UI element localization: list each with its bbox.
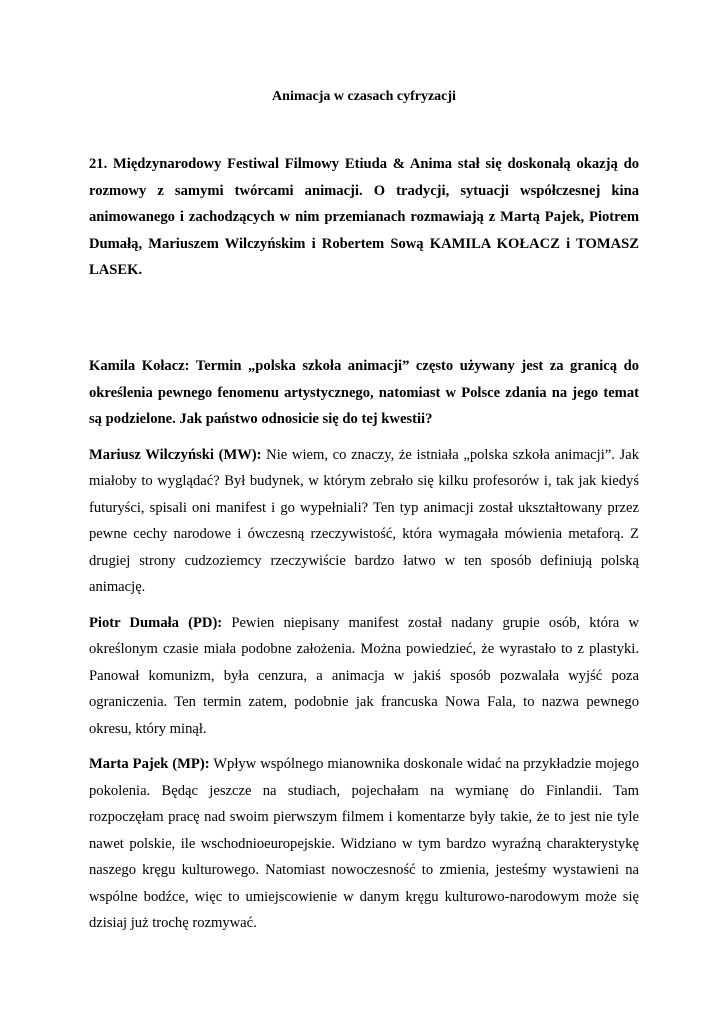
answer-paragraph	[89, 751, 639, 937]
article-lead: 21. Międzynarodowy Festiwal Filmowy Etiuda & Anima stał się doskonałą okazją do rozmowy z samymi twórcami animacji. O tradycji, sytuacji współczesnej kina animowanego i zachodzących w nim przemianach rozmawiają z Martą Pajek, Piotrem Dumałą, Mariuszem Wilczyńskim i Robertem Sową KAMILA KOŁACZ i TOMASZ LASEK.	[89, 156, 639, 278]
answer-paragraph	[89, 442, 639, 601]
speaker-name: Piotr Dumała (PD):	[89, 614, 223, 631]
interview-question: Kamila Kołacz: Termin „polska szkoła animacji” często używany jest za granicą do określenia pewnego fenomenu artystycznego, natomiast w Polsce zdania na jego temat są podzielone. Jak państwo odnosicie się do tej kwestii?	[89, 358, 639, 427]
answer-text: Pewien niepisany manifest został nadany grupie osób, która w określonym czasie miała podobne założenia. Można powiedzieć, że wyrastało to z plastyki. Panował komunizm, była cenzura, a animacja w jakiś sposób pozwalała wyjść poza ograniczenia. Ten termin zatem, podobnie jak francuska Nowa Fala, to nazwa pewnego okresu, który minął.	[89, 614, 639, 737]
answer-paragraph	[89, 610, 639, 743]
speaker-name: Marta Pajek (MP):	[89, 756, 210, 772]
speaker-name: Mariusz Wilczyński (MW):	[89, 446, 262, 463]
interview-body	[89, 353, 639, 946]
answer-text: Wpływ wspólnego mianownika doskonale widać na przykładzie mojego pokolenia. Będąc jeszcze na studiach, pojechałam na wymianę do Finlandii. Tam rozpoczęłam pracę nad swoim pierwszym filmem i komentarze były takie, że to jest nie tyle nawet polskie, ile wschodnioeuropejskie. Widziano w tym bardzo wyraźną charakterystykę naszego kręgu kulturowego. Natomiast nowoczesność to zmienia, jesteśmy wystawieni na wspólne bodźce, więc to umiejscowienie w danym kręgu kulturowo-narodowym może się dzisiaj już trochę rozmywać.	[89, 756, 639, 931]
answer-text: Nie wiem, co znaczy, że istniała „polska szkoła animacji”. Jak miałoby to wyglądać? Był budynek, w którym zebrało się kilku profesorów i, tak jak kiedyś futuryści, spisali oni manifest i go wypełniali? Ten typ animacji został ukształtowany przez pewne cechy narodowe i ówczesną rzeczywistość, która wymagała mówienia metaforą. Z drugiej strony cudzoziemcy rzeczywiście bardzo łatwo w ten sposób definiują polską animację.	[89, 446, 639, 595]
article-title: Animacja w czasach cyfryzacji	[272, 89, 456, 104]
